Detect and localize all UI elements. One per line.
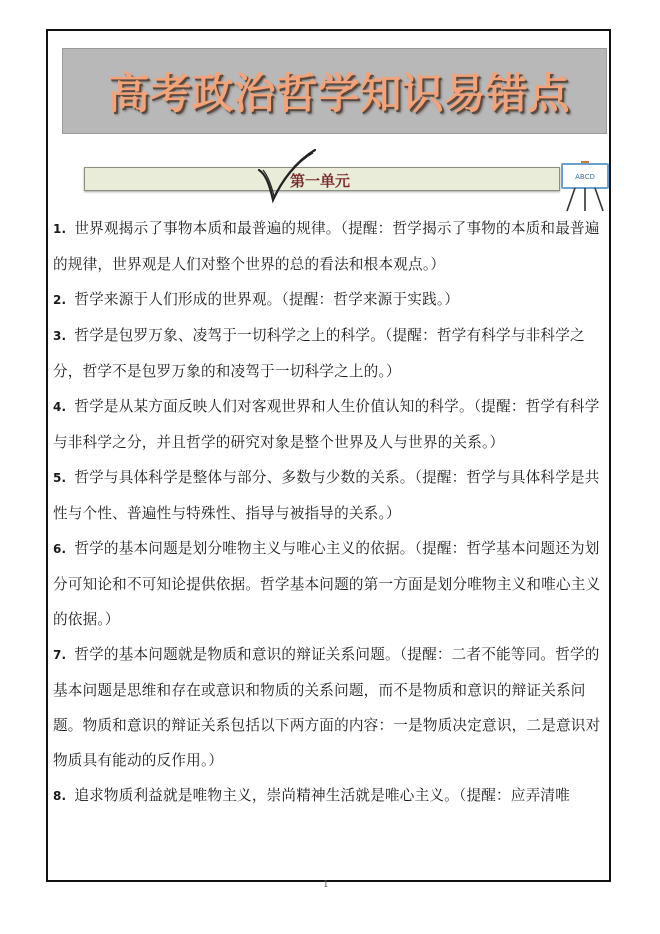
item-text: 哲学的基本问题就是物质和意识的辩证关系问题。（提醒：二者不能等同。哲学的基本问题是思维和存在或意识和物质的关系问题，而不是物质和意识的辩证关系问题。物质和意识的辩证关系包括以下两方面的内容：一是物质决定意识，二是意识对物质具有能动的反作用。） [53, 646, 601, 769]
title-banner [62, 48, 607, 134]
item-number: 2. [53, 293, 67, 307]
list-item [53, 318, 601, 389]
easel-board-icon [561, 161, 609, 213]
error-points-list [53, 211, 601, 814]
list-item [53, 778, 601, 814]
item-number: 8. [53, 789, 67, 803]
item-text: 世界观揭示了事物本质和最普遍的规律。（提醒：哲学揭示了事物的本质和最普遍的规律，世界观是人们对整个世界的总的看法和根本观点。） [53, 220, 600, 273]
item-number: 6. [53, 542, 67, 556]
list-item [53, 637, 601, 778]
item-text: 追求物质利益就是唯物主义，崇尚精神生活就是唯心主义。（提醒：应弄清唯 [74, 787, 571, 804]
list-item [53, 282, 601, 318]
item-number: 1. [53, 222, 67, 236]
easel-board-text: ABCD [575, 173, 595, 181]
list-item [53, 211, 601, 282]
unit-title: 第一单元 [290, 172, 351, 190]
item-number: 7. [53, 648, 67, 662]
list-item [53, 389, 601, 460]
page-title: 高考政治哲学知识易错点 [107, 69, 570, 118]
list-item [53, 531, 601, 637]
item-text: 哲学是包罗万象、凌驾于一切科学之上的科学。（提醒：哲学有科学与非科学之分，哲学不是包罗万象的和凌驾于一切科学之上的。） [53, 327, 585, 380]
item-text: 哲学是从某方面反映人们对客观世界和人生价值认知的科学。（提醒：哲学有科学与非科学之分，并且哲学的研究对象是整个世界及人与世界的关系。） [53, 398, 600, 451]
item-number: 5. [53, 471, 67, 485]
item-text: 哲学与具体科学是整体与部分、多数与少数的关系。（提醒：哲学与具体科学是共性与个性、普遍性与特殊性、指导与被指导的关系。） [53, 469, 600, 522]
item-text: 哲学来源于人们形成的世界观。（提醒：哲学来源于实践。） [74, 291, 460, 308]
item-number: 3. [53, 329, 67, 343]
item-text: 哲学的基本问题是划分唯物主义与唯心主义的依据。（提醒：哲学基本问题还为划分可知论和不可知论提供依据。哲学基本问题的第一方面是划分唯物主义和唯心主义的依据。） [53, 540, 601, 628]
list-item [53, 460, 601, 531]
page-number: 1 [323, 880, 329, 890]
document-page [46, 29, 611, 882]
item-number: 4. [53, 400, 67, 414]
